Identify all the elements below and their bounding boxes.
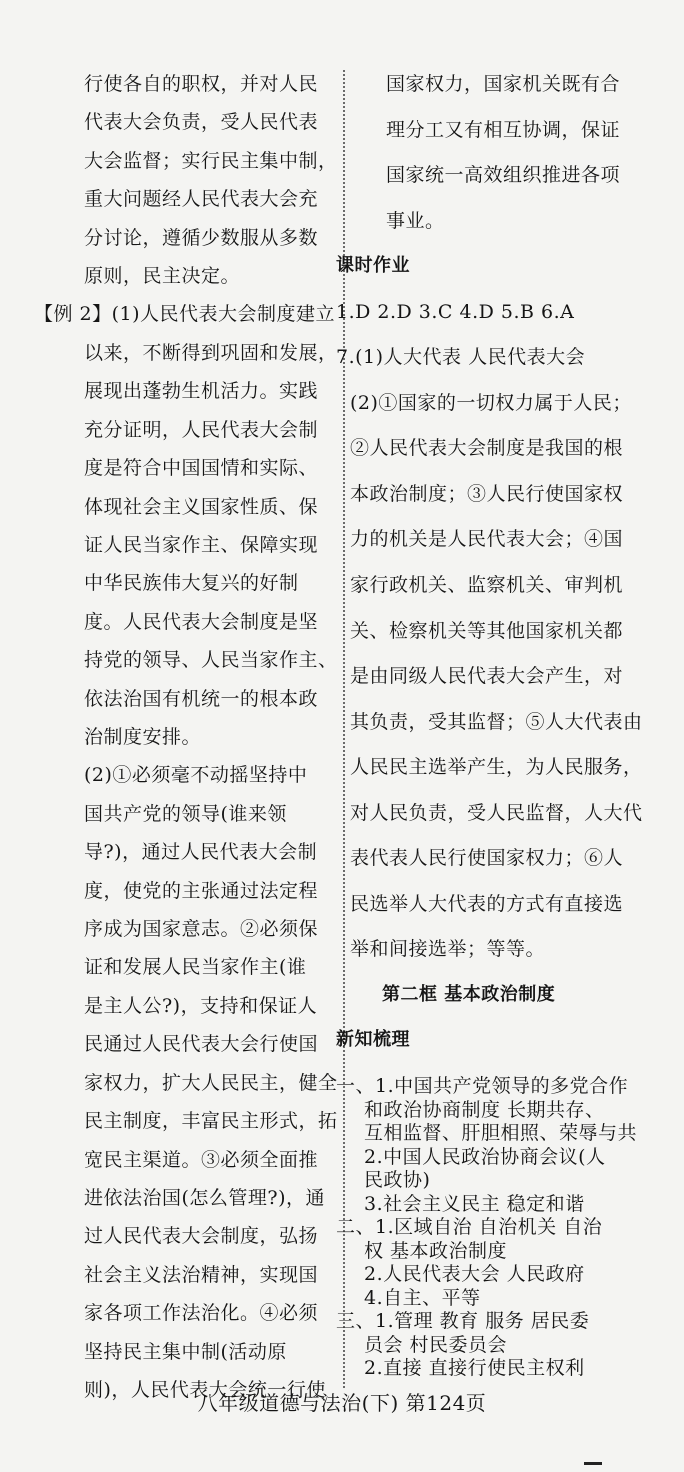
right-text-line: 本政治制度；③人民行使国家权 bbox=[350, 482, 624, 505]
left-text-line: 重大问题经人民代表大会充 bbox=[84, 188, 319, 211]
left-text-line: 分讨论，遵循少数服从多数 bbox=[84, 226, 319, 249]
left-text-line: 过人民代表大会制度，弘扬 bbox=[84, 1225, 319, 1248]
right-text-line: 关、检察机关等其他国家机关都 bbox=[350, 619, 624, 642]
left-text-line: 国共产党的领导(谁来领 bbox=[84, 802, 287, 825]
left-text-line: 社会主义法治精神，实现国 bbox=[84, 1263, 319, 1286]
left-text-line: 进依法治国(怎么管理?)，通 bbox=[84, 1186, 326, 1209]
left-text-line: 导?)，通过人民代表大会制 bbox=[84, 841, 318, 864]
right-text-line: 3.社会主义民主 稳定和谐 bbox=[364, 1192, 585, 1215]
section-heading: 新知梳理 bbox=[336, 1029, 410, 1051]
right-text-line: 举和间接选举；等等。 bbox=[350, 938, 546, 961]
right-text-line: 一、1.中国共产党领导的多党合作 bbox=[336, 1075, 629, 1097]
right-text-line: 7.(1)人大代表 人民代表大会 bbox=[336, 346, 586, 369]
right-text-line: 二、1.区域自治 自治机关 自治 bbox=[336, 1216, 603, 1239]
left-text-line: 度。人民代表大会制度是坚 bbox=[84, 610, 319, 633]
right-text-line: ②人民代表大会制度是我国的根 bbox=[350, 437, 624, 460]
left-text-line: 序成为国家意志。②必须保 bbox=[84, 918, 319, 941]
section-heading: 第二框 基本政治制度 bbox=[382, 983, 556, 1005]
left-text-line: (2)①必须毫不动摇坚持中 bbox=[84, 764, 308, 787]
left-text-line: 依法治国有机统一的根本政 bbox=[84, 687, 319, 710]
left-text-line: 以来，不断得到巩固和发展， bbox=[84, 341, 338, 364]
right-text-line: 和政治协商制度 长期共存、 bbox=[364, 1098, 605, 1121]
left-text-line: 宽民主渠道。③必须全面推 bbox=[84, 1148, 319, 1171]
left-text-line: 体现社会主义国家性质、保 bbox=[84, 495, 319, 518]
left-text-line: 则)，人民代表大会统一行使 bbox=[84, 1379, 326, 1401]
right-text-line: 2.中国人民政治协商会议(人 bbox=[364, 1145, 606, 1168]
left-text-line: 展现出蓬勃生机活力。实践 bbox=[84, 380, 319, 403]
right-text-line: 理分工又有相互协调，保证 bbox=[386, 118, 621, 141]
right-text-line: 是由同级人民代表大会产生，对 bbox=[350, 665, 624, 688]
left-text-line: 坚持民主集中制(活动原 bbox=[84, 1340, 287, 1363]
right-text-line: 民选举人大代表的方式有直接选 bbox=[350, 892, 624, 915]
right-text-line: 国家权力，国家机关既有合 bbox=[386, 73, 621, 95]
left-text-line: 代表大会负责，受人民代表 bbox=[84, 111, 319, 134]
left-text-line: 大会监督；实行民主集中制， bbox=[84, 149, 338, 172]
left-text-line: 中华民族伟大复兴的好制 bbox=[84, 572, 299, 595]
left-text-line: 原则，民主决定。 bbox=[84, 265, 241, 288]
left-text-line: 证和发展人民当家作主(谁 bbox=[84, 956, 307, 979]
left-text-line: 充分证明，人民代表大会制 bbox=[84, 418, 319, 441]
right-text-line: (2)①国家的一切权力属于人民； bbox=[350, 391, 632, 414]
right-text-line: 2.直接 直接行使民主权利 bbox=[364, 1357, 585, 1380]
right-text-line: 表代表人民行使国家权力；⑥人 bbox=[350, 847, 624, 870]
right-text-line: 民政协) bbox=[364, 1169, 431, 1192]
left-text-line: 家权力，扩大人民民主，健全 bbox=[84, 1071, 338, 1094]
left-text-line: 持党的领导、人民当家作主、 bbox=[84, 649, 338, 672]
right-text-line: 其负责，受其监督；⑤人大代表由 bbox=[350, 710, 643, 733]
right-text-line: 1.D 2.D 3.C 4.D 5.B 6.A bbox=[336, 300, 575, 323]
left-text-line: 度是符合中国国情和实际、 bbox=[84, 457, 319, 480]
right-text-line: 员会 村民委员会 bbox=[364, 1333, 508, 1356]
right-text-line: 人民民主选举产生，为人民服务， bbox=[350, 756, 643, 779]
left-text-line: 民主制度，丰富民主形式，拓 bbox=[84, 1110, 338, 1133]
left-text-line: 家各项工作法治化。④必须 bbox=[84, 1302, 319, 1325]
corner-mark bbox=[584, 1462, 602, 1465]
right-text-line: 事业。 bbox=[386, 209, 445, 232]
left-text-line: 行使各自的职权，并对人民 bbox=[84, 73, 319, 95]
left-text-line: 治制度安排。 bbox=[84, 726, 202, 748]
right-text-line: 三、1.管理 教育 服务 居民委 bbox=[336, 1310, 590, 1333]
page-footer: 八年级道德与法治(下) 第124页 bbox=[197, 1391, 487, 1415]
section-heading: 课时作业 bbox=[336, 255, 410, 277]
right-text-line: 家行政机关、监察机关、审判机 bbox=[350, 574, 624, 596]
left-text-line: 是主人公?)，支持和保证人 bbox=[84, 994, 318, 1017]
right-text-line: 权 基本政治制度 bbox=[364, 1239, 508, 1262]
example-2-line: 【例 2】(1)人民代表大会制度建立 bbox=[34, 303, 336, 326]
right-text-line: 力的机关是人民代表大会；④国 bbox=[350, 528, 624, 551]
left-text-line: 度，使党的主张通过法定程 bbox=[84, 879, 319, 902]
right-text-line: 国家统一高效组织推进各项 bbox=[386, 164, 621, 187]
right-text-line: 对人民负责，受人民监督，人大代 bbox=[350, 801, 643, 824]
left-text-line: 民通过人民代表大会行使国 bbox=[84, 1033, 319, 1056]
right-text-line: 4.自主、平等 bbox=[364, 1286, 481, 1309]
left-text-line: 证人民当家作主、保障实现 bbox=[84, 533, 319, 556]
right-text-line: 2.人民代表大会 人民政府 bbox=[364, 1263, 585, 1286]
right-text-line: 互相监督、肝胆相照、荣辱与共 bbox=[364, 1122, 638, 1145]
